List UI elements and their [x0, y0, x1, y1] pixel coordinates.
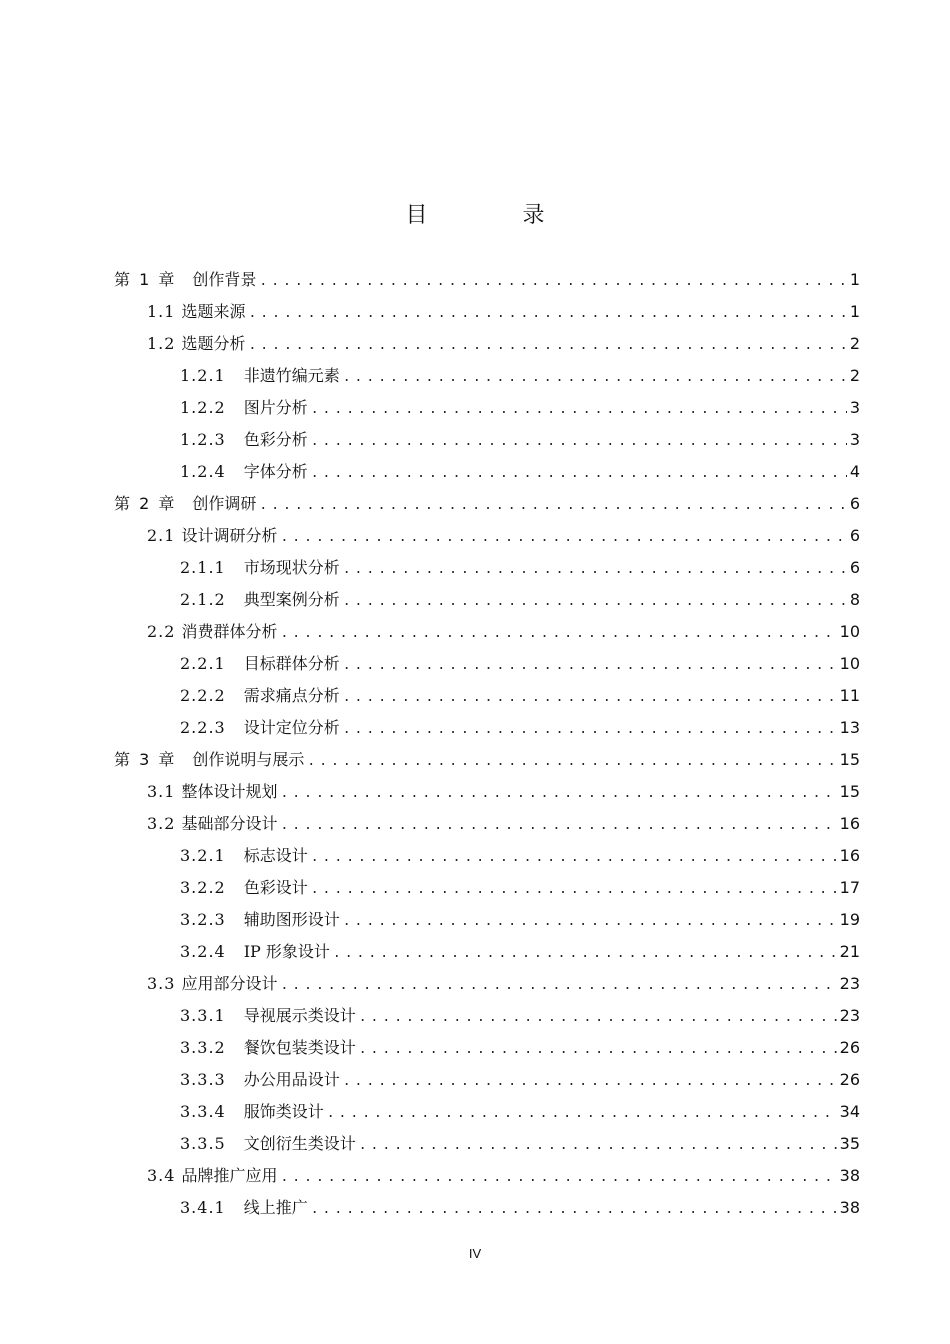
toc-dot-leader	[311, 426, 847, 458]
toc-dot-leader	[343, 714, 837, 746]
toc-dot-leader	[259, 266, 846, 298]
toc-entry[interactable]	[180, 1128, 860, 1160]
toc-entry-number: 第 2 章	[114, 494, 177, 513]
toc-entry[interactable]	[180, 872, 860, 904]
toc-dot-leader	[307, 746, 836, 778]
toc-entry[interactable]	[180, 456, 860, 488]
toc-entry-title: 选题分析	[181, 334, 246, 353]
toc-entry-number: 1.2.4	[180, 462, 226, 481]
toc-entry-page: 21	[839, 942, 860, 961]
toc-entry[interactable]	[180, 680, 860, 712]
toc-entry-page: 2	[849, 366, 860, 385]
toc-entry-page: 1	[849, 270, 860, 289]
toc-entry-page: 6	[849, 558, 860, 577]
toc-entry-number: 3.1	[147, 782, 176, 801]
toc-entry[interactable]	[180, 1192, 860, 1224]
toc-entry[interactable]	[147, 520, 860, 552]
toc-entry-number: 1.1	[147, 302, 176, 321]
toc-entry-title: 应用部分设计	[181, 974, 278, 993]
page-title: 目 录	[405, 203, 589, 228]
toc-entry[interactable]	[147, 328, 860, 360]
toc-entry[interactable]	[147, 776, 860, 808]
toc-entry-number: 3.3	[147, 974, 176, 993]
toc-dot-leader	[327, 1098, 837, 1130]
toc-entry-title: 创作调研	[192, 494, 257, 513]
toc-dot-leader	[343, 1066, 837, 1098]
toc-dot-leader	[343, 682, 837, 714]
toc-entry-page: 16	[839, 846, 860, 865]
toc-dot-leader	[311, 1194, 837, 1226]
toc-entry-title: 文创衍生类设计	[243, 1134, 356, 1153]
toc-entry-number: 3.4.1	[180, 1198, 226, 1217]
toc-dot-leader	[280, 970, 836, 1002]
toc-entry-number: 1.2.3	[180, 430, 226, 449]
toc-entry-title: 品牌推广应用	[181, 1166, 278, 1185]
toc-entry-number: 1.2.1	[180, 366, 226, 385]
toc-entry-page: 6	[849, 526, 860, 545]
toc-entry[interactable]	[180, 1064, 860, 1096]
toc-entry-number: 3.2.4	[180, 942, 226, 961]
toc-entry[interactable]	[180, 1032, 860, 1064]
toc-dot-leader	[343, 554, 847, 586]
toc-entry-number: 3.4	[147, 1166, 176, 1185]
toc-entry[interactable]	[180, 1000, 860, 1032]
toc-entry-number: 3.2	[147, 814, 176, 833]
toc-dot-leader	[359, 1130, 837, 1162]
toc-entry-page: 15	[839, 782, 860, 801]
toc-entry-number: 3.2.3	[180, 910, 226, 929]
toc-entry[interactable]	[180, 584, 860, 616]
toc-entry-title: 色彩分析	[243, 430, 308, 449]
toc-entry-number: 3.2.2	[180, 878, 226, 897]
toc-entry-page: 23	[839, 1006, 860, 1025]
toc-entry[interactable]	[114, 744, 860, 776]
toc-entry-title: 标志设计	[243, 846, 308, 865]
toc-entry-page: 15	[839, 750, 860, 769]
toc-dot-leader	[343, 362, 847, 394]
toc-entry[interactable]	[147, 616, 860, 648]
toc-dot-leader	[280, 810, 836, 842]
toc-entry[interactable]	[147, 968, 860, 1000]
toc-entry-number: 3.3.1	[180, 1006, 226, 1025]
toc-entry-page: 4	[849, 462, 860, 481]
toc-entry-page: 34	[839, 1102, 860, 1121]
page-number-footer: IV	[468, 1246, 482, 1261]
toc-dot-leader	[311, 842, 837, 874]
toc-entry-number: 2.2.2	[180, 686, 226, 705]
toc-entry-page: 26	[839, 1038, 860, 1057]
toc-entry-title: 导视展示类设计	[243, 1006, 356, 1025]
toc-entry[interactable]	[147, 1160, 860, 1192]
toc-entry-number: 3.3.5	[180, 1134, 226, 1153]
toc-entry[interactable]	[114, 488, 860, 520]
toc-entry[interactable]	[180, 840, 860, 872]
toc-entry-title: 消费群体分析	[181, 622, 278, 641]
toc-dot-leader	[259, 490, 846, 522]
toc-entry-title: 选题来源	[181, 302, 246, 321]
toc-entry-page: 3	[849, 430, 860, 449]
toc-entry-number: 2.2.1	[180, 654, 226, 673]
toc-entry-title: 字体分析	[243, 462, 308, 481]
toc-entry-page: 6	[849, 494, 860, 513]
toc-entry[interactable]	[147, 296, 860, 328]
toc-entry-title: 需求痛点分析	[243, 686, 340, 705]
toc-dot-leader	[248, 330, 846, 362]
toc-entry-page: 26	[839, 1070, 860, 1089]
toc-entry[interactable]	[180, 360, 860, 392]
toc-dot-leader	[359, 1034, 837, 1066]
toc-entry-title: 线上推广	[243, 1198, 308, 1217]
toc-dot-leader	[343, 650, 837, 682]
toc-entry-title: 创作说明与展示	[192, 750, 305, 769]
toc-entry-number: 3.2.1	[180, 846, 226, 865]
toc-entry-number: 2.2	[147, 622, 176, 641]
toc-entry[interactable]	[180, 424, 860, 456]
toc-entry-page: 8	[849, 590, 860, 609]
toc-entry[interactable]	[147, 808, 860, 840]
toc-entry-title: 辅助图形设计	[243, 910, 340, 929]
toc-entry-page: 19	[839, 910, 860, 929]
toc-entry-title: IP 形象设计	[243, 942, 330, 961]
toc-entry-title: 图片分析	[243, 398, 308, 417]
toc-entry-title: 典型案例分析	[243, 590, 340, 609]
toc-entry[interactable]	[180, 1096, 860, 1128]
toc-dot-leader	[280, 522, 846, 554]
toc-entry[interactable]	[180, 392, 860, 424]
toc-entry-title: 目标群体分析	[243, 654, 340, 673]
toc-entry-number: 1.2	[147, 334, 176, 353]
toc-entry-title: 市场现状分析	[243, 558, 340, 577]
toc-entry-number: 3.3.3	[180, 1070, 226, 1089]
toc-entry-title: 设计定位分析	[243, 718, 340, 737]
toc-dot-leader	[280, 1162, 836, 1194]
toc-entry-page: 35	[839, 1134, 860, 1153]
toc-dot-leader	[343, 586, 847, 618]
toc-entry-page: 1	[849, 302, 860, 321]
toc-entry-number: 第 3 章	[114, 750, 177, 769]
toc-entry[interactable]	[180, 552, 860, 584]
toc-entry-number: 2.2.3	[180, 718, 226, 737]
toc-entry-page: 13	[839, 718, 860, 737]
toc-entry-number: 3.3.4	[180, 1102, 226, 1121]
toc-dot-leader	[280, 618, 836, 650]
toc-entry-title: 设计调研分析	[181, 526, 278, 545]
toc-entry-title: 基础部分设计	[181, 814, 278, 833]
toc-entry-title: 办公用品设计	[243, 1070, 340, 1089]
toc-entry[interactable]	[180, 904, 860, 936]
toc-dot-leader	[311, 874, 837, 906]
toc-entry-page: 38	[839, 1166, 860, 1185]
toc-entry-number: 第 1 章	[114, 270, 177, 289]
toc-entry-title: 非遗竹编元素	[243, 366, 340, 385]
toc-entry-title: 色彩设计	[243, 878, 308, 897]
toc-entry-number: 2.1	[147, 526, 176, 545]
toc-entry-page: 38	[839, 1198, 860, 1217]
toc-entry[interactable]	[180, 648, 860, 680]
toc-entry-page: 10	[839, 622, 860, 641]
toc-entry[interactable]	[180, 936, 860, 968]
toc-entry[interactable]	[180, 712, 860, 744]
toc-dot-leader	[248, 298, 846, 330]
toc-entry-title: 餐饮包装类设计	[243, 1038, 356, 1057]
toc-entry-title: 服饰类设计	[243, 1102, 324, 1121]
toc-entry-page: 3	[849, 398, 860, 417]
toc-dot-leader	[359, 1002, 837, 1034]
toc-entry-page: 17	[839, 878, 860, 897]
toc-dot-leader	[280, 778, 836, 810]
toc-entry-number: 2.1.1	[180, 558, 226, 577]
toc-dot-leader	[311, 394, 847, 426]
toc-dot-leader	[311, 458, 847, 490]
toc-entry-title: 整体设计规划	[181, 782, 278, 801]
toc-entry-number: 3.3.2	[180, 1038, 226, 1057]
toc-entry-page: 10	[839, 654, 860, 673]
toc-entry[interactable]	[114, 264, 860, 296]
toc-entry-page: 23	[839, 974, 860, 993]
toc-entry-page: 2	[849, 334, 860, 353]
toc-entry-page: 16	[839, 814, 860, 833]
toc-entry-number: 2.1.2	[180, 590, 226, 609]
toc-dot-leader	[343, 906, 837, 938]
toc-entry-title: 创作背景	[192, 270, 257, 289]
toc-entry-page: 11	[839, 686, 860, 705]
toc-entry-number: 1.2.2	[180, 398, 226, 417]
toc-dot-leader	[333, 938, 837, 970]
